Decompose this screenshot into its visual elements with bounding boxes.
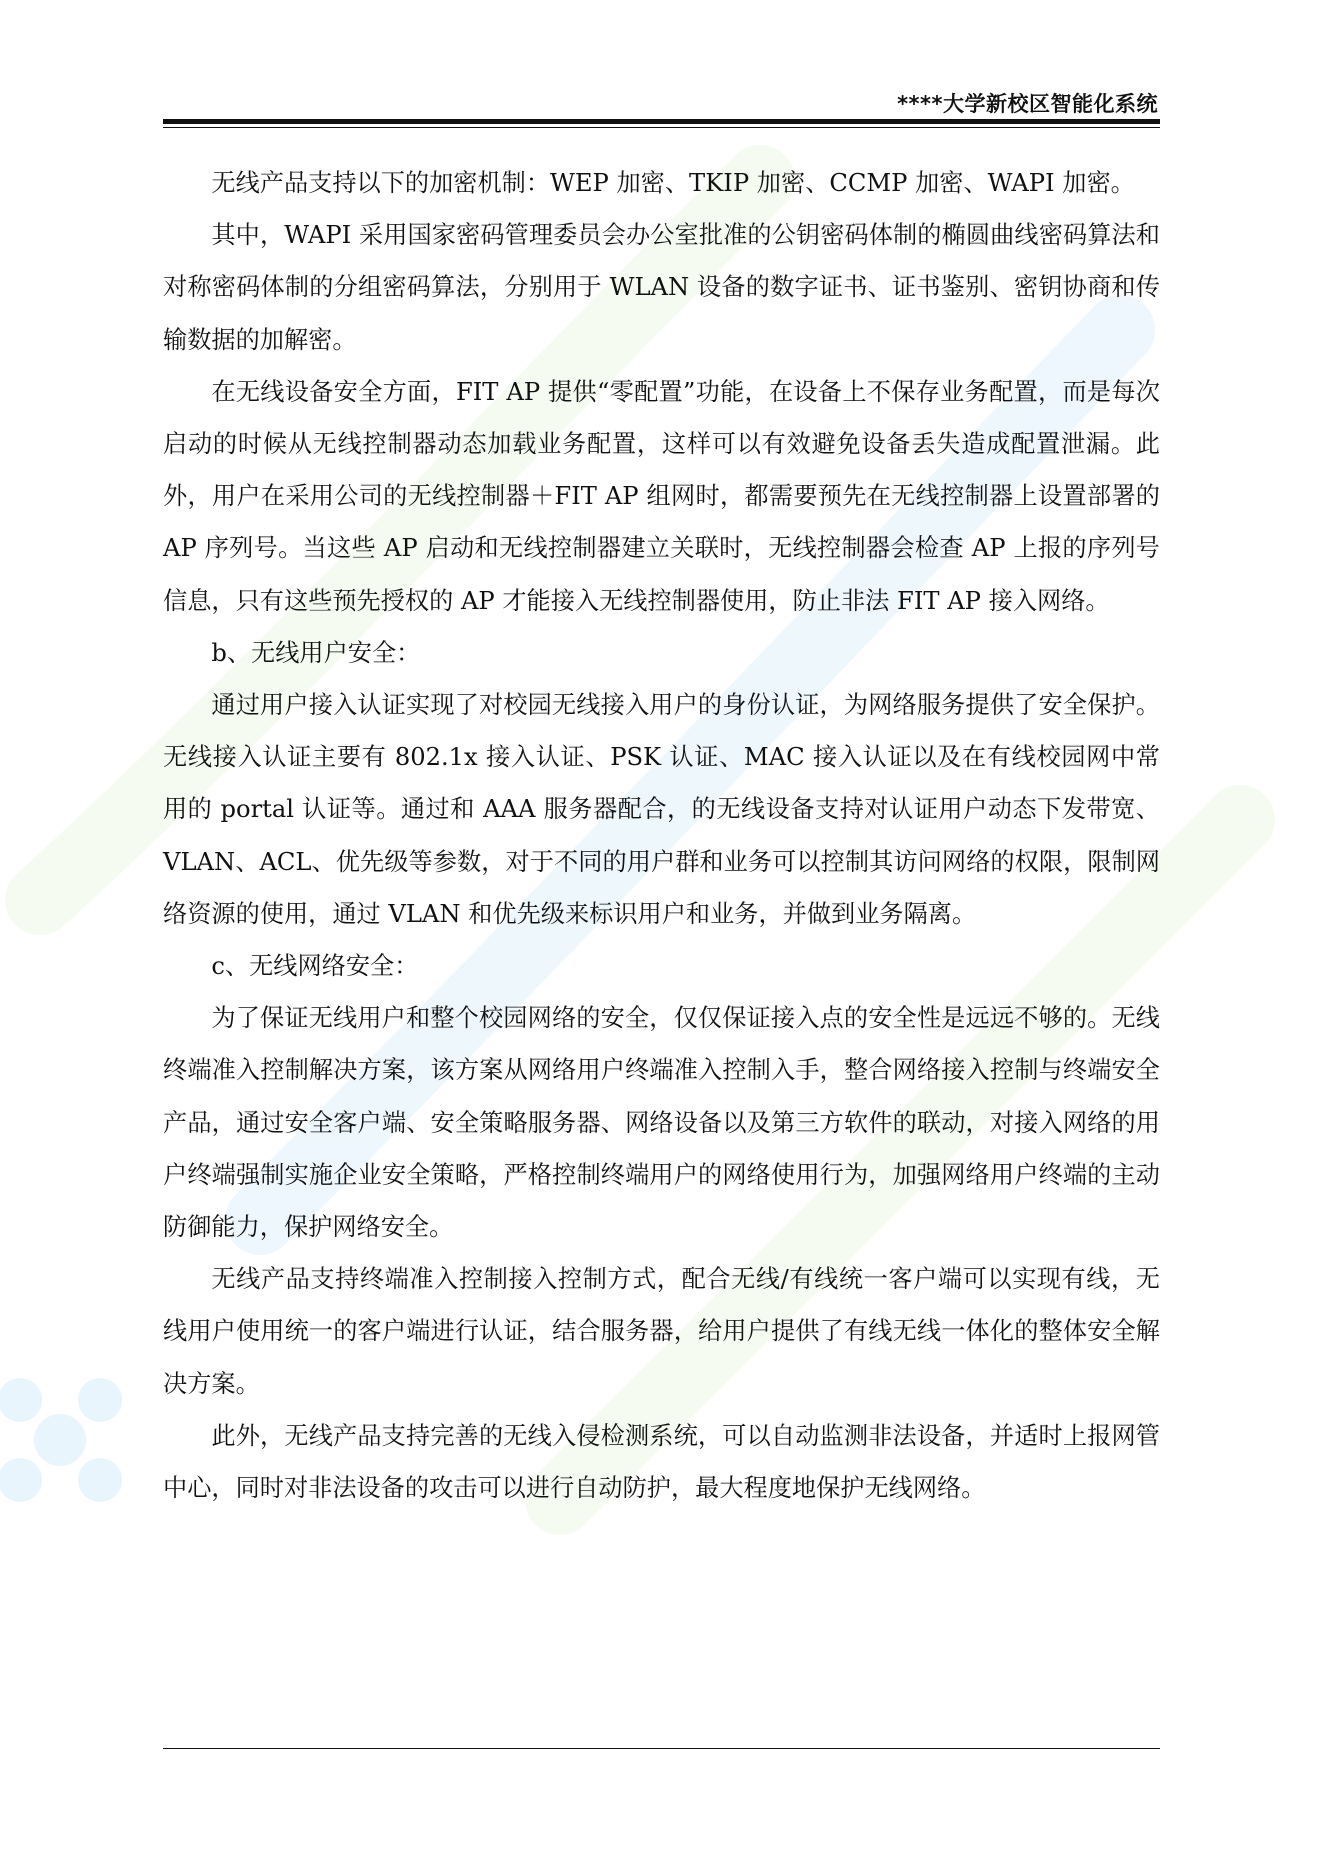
header-rule-thin: [163, 127, 1160, 128]
watermark-flower-icon: [0, 1378, 122, 1502]
paragraph-intrusion-detection: 此外，无线产品支持完善的无线入侵检测系统，可以自动监测非法设备，并适时上报网管中心，同时对非法设备的攻击可以进行自动防护，最大程度地保护无线网络。: [163, 1421, 1160, 1503]
paragraph-encryption-mechanisms: 无线产品支持以下的加密机制：WEP 加密、TKIP 加密、CCMP 加密、WAPI 加密。: [211, 169, 1135, 197]
document-body: [163, 157, 1160, 1514]
section-heading-user-security: b、无线用户安全：: [211, 638, 421, 667]
running-header-title: ****大学新校区智能化系统: [897, 92, 1158, 116]
paragraph-user-authentication: 通过用户接入认证实现了对校园无线接入用户的身份认证，为网络服务提供了安全保护。无线接入认证主要有 802.1x 接入认证、PSK 认证、MAC 接入认证以及在有线校园网中常用的 portal 认证等。通过和 AAA 服务器配合，的无线设备支持对认证用户动态下发带宽、VLAN、ACL、优先级等参数，对于不同的用户群和业务可以控制其访问网络的权限，限制网络资源的使用，通过 VLAN 和优先级来标识用户和业务，并做到业务隔离。: [163, 691, 1160, 928]
section-heading-network-security: c、无线网络安全：: [211, 952, 419, 981]
header-rule-thick: [163, 119, 1160, 124]
footer-rule: [163, 1748, 1160, 1749]
paragraph-device-security: 在无线设备安全方面，FIT AP 提供“零配置”功能，在设备上不保存业务配置，而是每次启动的时候从无线控制器动态加载业务配置，这样可以有效避免设备丢失造成配置泄漏。此外，用户在采用公司的无线控制器＋FIT AP 组网时，都需要预先在无线控制器上设置部署的 AP 序列号。当这些 AP 启动和无线控制器建立关联时，无线控制器会检查 AP 上报的序列号信息，只有这些预先授权的 AP 才能接入无线控制器使用，防止非法 FIT AP 接入网络。: [163, 377, 1160, 615]
paragraph-unified-client: 无线产品支持终端准入控制接入控制方式，配合无线/有线统一客户端可以实现有线，无线用户使用统一的客户端进行认证，结合服务器，给用户提供了有线无线一体化的整体安全解决方案。: [163, 1265, 1160, 1398]
paragraph-terminal-access-control: 为了保证无线用户和整个校园网络的安全，仅仅保证接入点的安全性是远远不够的。无线终端准入控制解决方案，该方案从网络用户终端准入控制入手，整合网络接入控制与终端安全产品，通过安全客户端、安全策略服务器、网络设备以及第三方软件的联动，对接入网络的用户终端强制实施企业安全策略，严格控制终端用户的网络使用行为，加强网络用户终端的主动防御能力，保护网络安全。: [163, 1004, 1160, 1242]
paragraph-wapi: 其中，WAPI 采用国家密码管理委员会办公室批准的公钥密码体制的椭圆曲线密码算法和对称密码体制的分组密码算法，分别用于 WLAN 设备的数字证书、证书鉴别、密钥协商和传输数据的加解密。: [163, 221, 1160, 354]
